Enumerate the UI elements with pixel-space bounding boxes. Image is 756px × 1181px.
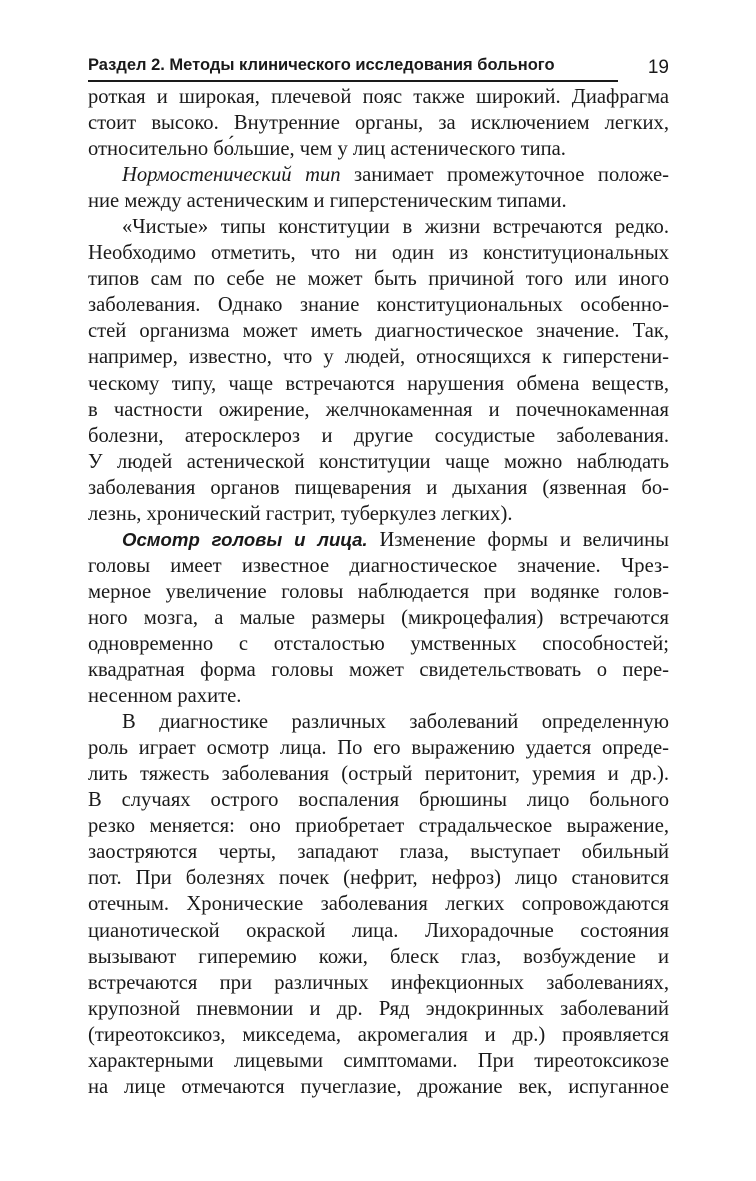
section-title: Раздел 2. Методы клинического исследования больного (88, 56, 555, 74)
text-line: роткая и широкая, плечевой пояс также широкий. Диафрагма (88, 86, 669, 108)
text-line: в частности ожирение, желчнокаменная и почечнокаменная (88, 398, 669, 421)
paragraph-normosthenic (88, 162, 669, 188)
text-line: болезни, атеросклероз и другие сосудистые заболевания. (88, 424, 669, 447)
text-line: В диагностике различных заболеваний определенную (122, 711, 669, 734)
body-text (88, 84, 669, 1100)
text-line: Необходимо отметить, что ни один из конституциональных (88, 242, 669, 265)
text-line: цианотической окраской лица. Лихорадочные состояния (88, 919, 669, 942)
running-header (88, 50, 673, 84)
text-line: одновременно с отсталостью умственных способностей; (88, 632, 669, 655)
text-line: (тиреотоксикоз, микседема, акромегалия и др.) проявляется (88, 1023, 669, 1046)
text-line: отечным. Хронические заболевания легких сопровождаются (88, 893, 669, 916)
text-line: крупозной пневмонии и др. Ряд эндокринных заболеваний (88, 997, 669, 1020)
paragraph-head-face (88, 527, 669, 553)
text-line: ного мозга, а малые размеры (микроцефалия) встречаются (88, 606, 669, 629)
text-line: заостряются черты, западают глаза, выступает обильный (88, 841, 669, 864)
text-line: лезнь, хронический гастрит, туберкулез легких). (88, 502, 513, 525)
text-line: головы имеет известное диагностическое значение. Чрез- (88, 554, 669, 577)
text-line: ние между астеническим и гиперстеническим типами. (88, 190, 567, 213)
text-line: несенном рахите. (88, 685, 242, 708)
text-line: встречаются при различных инфекционных заболеваниях, (88, 971, 669, 994)
text-line: стей организма может иметь диагностическое значение. Так, (88, 320, 669, 343)
text-line: лить тяжесть заболевания (острый перитонит, уремия и др.). (88, 763, 669, 786)
text-line: характерными лицевыми симптомами. При тиреотоксикозе (88, 1049, 669, 1072)
italic-term: Нормостенический тип (122, 164, 341, 187)
text-line: типов сам по себе не может быть причиной того или иного (88, 268, 669, 291)
text-line: «Чистые» типы конституции в жизни встречаются редко. (122, 216, 669, 239)
text-line: пот. При болезнях почек (нефрит, нефроз) лицо становится (88, 867, 669, 890)
text-line: на лице отмечаются пучеглазие, дрожание век, испуганное (88, 1075, 669, 1098)
text-line: относительно бо́льшие, чем у лиц астенического типа. (88, 138, 566, 161)
text-line: вызывают гиперемию кожи, блеск глаз, возбуждение и (88, 945, 669, 968)
text-line: ческому типу, чаще встречаются нарушения обмена веществ, (88, 372, 669, 395)
text-line: стоит высоко. Внутренние органы, за исключением легких, (88, 112, 669, 135)
text-line: У людей астенической конституции чаще можно наблюдать (88, 450, 669, 473)
text-line: квадратная форма головы может свидетельствовать о пере- (88, 659, 669, 682)
text-line: например, известно, что у людей, относящихся к гиперстени- (88, 346, 669, 369)
header-rule (88, 80, 618, 82)
text-line: заболевания. Однако знание конституциональных особенно- (88, 294, 669, 317)
text-line: роль играет осмотр лица. По его выражению удается опреде- (88, 737, 669, 760)
run-in-heading: Осмотр головы и лица. (122, 528, 368, 550)
text-line: резко меняется: оно приобретает страдальческое выражение, (88, 815, 669, 838)
page-number: 19 (647, 57, 669, 78)
text-run: Изменение формы и величины (379, 528, 670, 551)
text-run: занимает промежуточное положе- (354, 164, 669, 187)
text-line: заболевания органов пищеварения и дыхания (язвенная бо- (88, 476, 669, 499)
text-line: мерное увеличение головы наблюдается при водянке голов- (88, 580, 669, 603)
text-line: В случаях острого воспаления брюшины лицо больного (88, 789, 669, 812)
